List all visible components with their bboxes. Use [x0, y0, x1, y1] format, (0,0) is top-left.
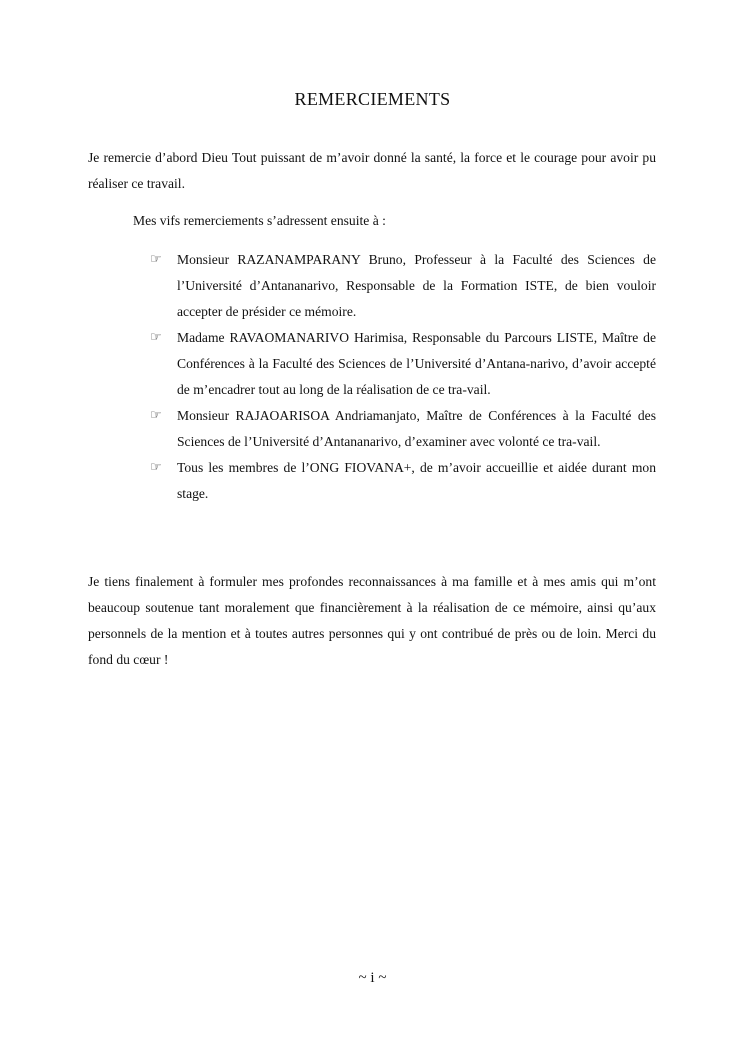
pointing-hand-icon: ☞ — [150, 252, 162, 267]
page-title: REMERCIEMENTS — [294, 89, 451, 109]
intro-paragraph: Je remercie d’abord Dieu Tout puissant de m’avoir donné la santé, la force et le courage pour avoir pu réaliser ce travail. — [88, 150, 656, 191]
page-number: ~ i ~ — [358, 970, 387, 986]
list-item-text: Monsieur RAZANAMPARANY Bruno, Professeur à la Faculté des Sciences de l’Université d’Antananarivo, Responsable de la Formation ISTE, de bien vouloir accepter de présider ce mémoire. — [177, 252, 656, 319]
lead-sentence: Mes vifs remerciements s’adressent ensuite à : — [133, 213, 386, 228]
pointing-hand-icon: ☞ — [150, 460, 162, 475]
acknowledgement-list — [150, 247, 656, 507]
pointing-hand-icon: ☞ — [150, 408, 162, 423]
list-item-text: Monsieur RAJAOARISOA Andriamanjato, Maître de Conférences à la Faculté des Sciences de l’Université d’Antananarivo, d’examiner avec volonté ce tra-vail. — [177, 408, 656, 449]
list-item — [150, 325, 656, 403]
closing-paragraph: Je tiens finalement à formuler mes profondes reconnaissances à ma famille et à mes amis qui m’ont beaucoup soutenue tant moralement que financièrement à la réalisation de ce mémoire, ainsi qu’aux personnels de la mention et à toutes autres personnes qui y ont contribué de près ou de loin. Merci du fond du cœur ! — [88, 574, 656, 667]
list-item-text: Tous les membres de l’ONG FIOVANA+, de m’avoir accueillie et aidée durant mon stage. — [177, 460, 656, 501]
list-item — [150, 247, 656, 325]
pointing-hand-icon: ☞ — [150, 330, 162, 345]
list-item-text: Madame RAVAOMANARIVO Harimisa, Responsable du Parcours LISTE, Maître de Conférences à la Faculté des Sciences de l’Université d’Antana-narivo, d’avoir accepté de m’encadrer tout au long de la réalisation de ce tra-vail. — [177, 330, 656, 397]
list-item — [150, 403, 656, 455]
list-item — [150, 455, 656, 507]
